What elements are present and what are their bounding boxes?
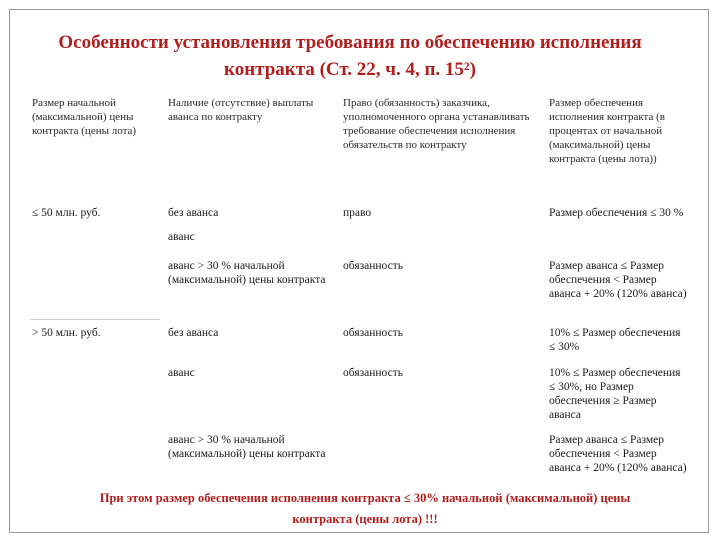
row-4-size: 10% ≤ Размер обеспечения ≤ 30%: [549, 327, 681, 353]
row-1-advance: без аванса: [168, 207, 219, 219]
column-header-price: Размер начальной (максимальной) цены контракта (цены лота): [32, 97, 137, 137]
row-3-advance: аванс > 30 % начальной (максимальной) цены контракта: [168, 260, 326, 286]
row-5-obligation: обязанность: [343, 367, 403, 379]
footer-line-2: контракта (цены лота) !!!: [292, 512, 438, 526]
column-header-obligation: Право (обязанность) заказчика, уполномоченного органа устанавливать требование обеспечения исполнения обязательств по контракту: [343, 97, 530, 151]
title-line-1: Особенности установления требования по обеспечению исполнения: [58, 32, 642, 53]
row-3-size: Размер аванса ≤ Размер обеспечения < Размер аванса + 20% (120% аванса): [549, 260, 687, 300]
row-5-advance: аванс: [168, 367, 195, 379]
row-6-size: Размер аванса ≤ Размер обеспечения < Размер аванса + 20% (120% аванса): [549, 434, 687, 474]
row-4-obligation: обязанность: [343, 327, 403, 339]
footer-note: [50, 488, 680, 530]
row-5-size: 10% ≤ Размер обеспечения ≤ 30%, но Размер обеспечения ≥ Размер аванса: [549, 367, 681, 421]
row-divider: [30, 319, 160, 320]
row-4-price: > 50 млн. руб.: [32, 327, 101, 339]
row-1-size: Размер обеспечения ≤ 30 %: [549, 207, 684, 219]
row-1-obligation: право: [343, 207, 372, 219]
row-6-advance: аванс > 30 % начальной (максимальной) цены контракта: [168, 434, 326, 460]
row-3-obligation: обязанность: [343, 260, 403, 272]
row-2-advance: аванс: [168, 231, 195, 243]
column-header-advance: Наличие (отсутствие) выплаты аванса по контракту: [168, 97, 314, 123]
footer-line-1: При этом размер обеспечения исполнения контракта ≤ 30% начальной (максимальной) цены: [99, 491, 631, 505]
title-line-2: контракта (Ст. 22, ч. 4, п. 15²): [224, 59, 476, 80]
column-header-size: Размер обеспечения исполнения контракта (в процентах от начальной (максимальной) цены контракта (цены лота)): [549, 97, 665, 165]
row-1-price: ≤ 50 млн. руб.: [32, 207, 101, 219]
page-title: [30, 29, 670, 83]
row-4-advance: без аванса: [168, 327, 219, 339]
